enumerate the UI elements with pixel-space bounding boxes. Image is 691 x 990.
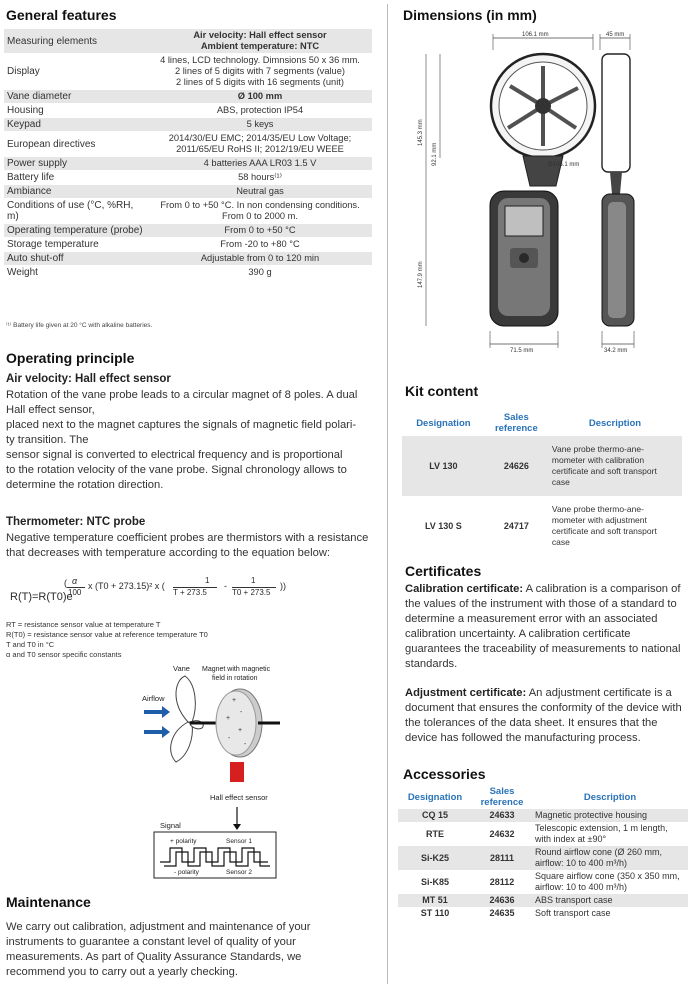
table-row [402,436,682,496]
kit-content-table [402,410,682,556]
table-row [4,238,372,252]
svg-text:+: + [238,727,243,734]
accessory-description: Telescopic extension, 1 m length, with index at ±90° [535,823,668,844]
accessory-description: Soft transport case [535,908,611,918]
dim-body-height: 147.9 mm [418,261,424,288]
accessory-reference: 24632 [489,828,515,839]
feature-value: Adjustable from 0 to 120 min [148,252,372,266]
table-row [4,29,372,54]
accessory-reference: 24635 [489,908,515,918]
accessory-designation: MT 51 [398,894,472,907]
kit-header-designation: Designation [416,417,471,429]
kit-designation: LV 130 [402,436,485,496]
feature-value: 5 keys [148,118,372,132]
equation-one-b: 1 [251,576,256,585]
table-row [4,104,372,118]
table-row [4,132,372,157]
accessory-description: Magnetic protective housing [532,809,688,822]
feature-key: Storage temperature [4,238,148,252]
kit-reference: 24626 [485,436,548,496]
feature-key: Auto shut-off [4,252,148,266]
dim-head-height: 145.3 mm [418,119,424,146]
accessory-description: ABS transport case [532,894,688,907]
accessories-table [398,785,688,920]
hall-sensor-block [230,762,244,782]
accessory-reference: 24633 [472,809,532,822]
accessory-description: Square airflow cone (350 x 350 mm, airflow: 10 to 400 m³/h) [535,871,680,892]
feature-value: Neutral gas [148,185,372,199]
table-row [4,171,372,185]
table-row [398,846,688,870]
table-row [4,224,372,238]
dimensions-drawing [398,26,688,356]
general-features-title: General features [6,7,117,23]
equation-end: )) [280,581,286,591]
calibration-label: Calibration certificate: [405,583,524,595]
maintenance-text: We carry out calibration, adjustment and maintenance of your instruments to guarantee a constant level of quality of your measurements. As part of Quality Assurance Standards, we recommend you to carry out a yearly checking. [6,921,311,978]
table-row [4,252,372,266]
dim-width-side: 45 mm [606,32,625,38]
feature-key: Keypad [4,118,148,132]
feature-key: Housing [4,104,148,118]
feature-value: Ø 100 mm [148,90,372,104]
feature-value: 58 hours⁽¹⁾ [148,171,372,185]
ntc-equation: R(T)=R(T0)e ( α 100 x (T0 + 273.15)² x ( 1 T + 273.5 - 1 T0 + 273.5 )) [10,576,286,603]
feature-key: Ambiance [4,185,148,199]
thermometer-text: Negative temperature coefficient probes are thermistors with a resistance that decreases with temperature according to the equation below: [6,532,369,559]
accessories-title: Accessories [403,766,486,782]
dim-body-width: 71.5 mm [510,348,534,354]
kit-header-description: Description [588,417,642,429]
table-row [4,266,372,280]
feature-key: Power supply [4,157,148,171]
airflow-label: Airflow [142,694,165,703]
feature-value: 4 lines, LCD technology. Dimnsions 50 x 36 mm. 2 lines of 5 digits with 7 segments (value) 2 lines of 5 digits with 16 segments (unit) [148,54,372,90]
battery-footnote: ⁽¹⁾ Battery life given at 20 °C with alkaline batteries. [6,322,153,329]
table-row [398,907,688,920]
dim-body-side-width: 34.2 mm [604,348,628,354]
kit-content-title: Kit content [405,383,479,399]
accessory-reference: 28112 [489,876,515,887]
accessory-designation: RTE [426,828,444,839]
feature-key: Weight [4,266,148,280]
accessory-designation: CQ 15 [398,809,472,822]
table-row [4,185,372,199]
feature-value: Air velocity: Hall effect sensor Ambient temperature: NTC [148,29,372,54]
table-row [398,894,688,907]
accessory-reference: 24636 [472,894,532,907]
dim-width-top: 106.1 mm [522,32,549,38]
feature-value: 4 batteries AAA LR03 1.5 V [148,157,372,171]
feature-value: From 0 to +50 °C [148,224,372,238]
vane-head-side [602,54,630,172]
feature-value: 390 g [148,266,372,280]
kit-description: Vane probe thermo-ane- mometer with calibration certificate and soft transport case [548,436,682,496]
feature-key: Display [4,54,148,90]
calibration-certificate-text: Calibration certificate: A calibration is a comparison of the values of the instrument with those of a standard to determine a measurement error with an associated calibration uncertainty. A calibration certificate guarantees the traceability of measurements to national standards. [405,583,681,670]
accessory-designation: ST 110 [420,908,450,918]
kit-header-reference: Sales reference [494,412,538,434]
equation-alpha: α [72,576,78,586]
svg-text:+: + [232,697,237,704]
equation-t1: T + 273.5 [173,588,207,597]
magnet-label: Magnet with magnetic field in rotation [202,666,271,682]
feature-value: 2014/30/EU EMC; 2014/35/EU Low Voltage; 2011/65/EU RoHS II; 2012/19/EU WEEE [148,132,372,157]
air-velocity-subtitle: Air velocity: Hall effect sensor [6,373,171,385]
equation-minus: - [224,581,227,591]
vane-label: Vane [173,664,190,673]
equation-100: 100 [68,588,82,597]
adjustment-certificate-text: Adjustment certificate: An adjustment certificate is a document that ensures the conformity of the device with the tolerances of the data sheet. It ensures that the device has followed the manufacturing process. [405,687,682,744]
feature-key: Measuring elements [4,29,148,54]
equation-mid: x (T0 + 273.15)² x ( [88,581,165,591]
kit-description: Vane probe thermo-ane- mometer with adjustment certificate and soft transport case [551,504,657,547]
svg-text:-: - [228,735,231,742]
kit-reference: 24717 [503,521,529,531]
table-row [398,870,688,894]
table-row [4,157,372,171]
accessory-designation: Si-K25 [398,846,472,870]
dimensions-title: Dimensions (in mm) [403,7,537,23]
table-row [4,54,372,90]
general-features-table [4,29,372,280]
table-row [398,809,688,822]
column-divider [387,4,388,984]
air-velocity-text: Rotation of the vane probe leads to a circular magnet of 8 poles. A dual Hall effect sensor, placed next to the magnet captures the signals of magnetic field polari- ty transition. The sensor signal is converted to electrical frequency and is proportional to the rotation velocity of the vane probe. Signal chronology allows to determine the rotation direction. [6,389,358,491]
feature-key: Battery life [4,171,148,185]
operating-principle-title: Operating principle [6,350,135,366]
feature-key: European directives [4,132,148,157]
hall-label: Hall effect sensor [210,793,268,802]
feature-key: Conditions of use (°C, %RH, m) [4,199,148,224]
vane-propeller [171,676,204,762]
table-row [402,496,682,556]
certificates-title: Certificates [405,563,482,579]
acc-header-designation: Designation [407,791,463,803]
acc-header-reference: Sales reference [480,786,524,808]
dim-diameter: Ø106.1 mm [548,162,580,168]
feature-value: From 0 to +50 °C. In non condensing conditions. From 0 to 2000 m. [148,199,372,224]
sensor2-label: Sensor 2 [226,869,253,876]
table-row [4,199,372,224]
sensor1-label: Sensor 1 [226,838,253,845]
thermometer-subtitle: Thermometer: NTC probe [6,516,146,528]
svg-text:-: - [244,741,247,748]
signal-label: Signal [160,821,181,830]
feature-key: Vane diameter [4,90,148,104]
pos-polarity-label: + polarity [170,838,197,845]
equation-one-a: 1 [205,576,210,585]
svg-text:+: + [226,715,231,722]
airflow-arrows [144,706,170,738]
acc-header-description: Description [583,791,637,803]
adjustment-label: Adjustment certificate: [405,687,527,699]
equation-notes: RT = resistance sensor value at temperature T R(T0) = resistance sensor value at reference temperature T0 T and T0 in °C α and T0 sensor specific constants [6,620,208,659]
feature-key: Operating temperature (probe) [4,224,148,238]
kit-designation: LV 130 S [424,521,462,531]
table-row [4,118,372,132]
accessory-description: Round airflow cone (Ø 260 mm, airflow: 10 to 400 m³/h) [532,846,688,870]
dim-vane-height: 92.1 mm [432,142,438,166]
table-row [4,90,372,104]
svg-text:-: - [240,709,243,716]
feature-value: ABS, protection IP54 [148,104,372,118]
hall-sensor-diagram [140,662,300,892]
maintenance-title: Maintenance [6,894,91,910]
table-row [398,822,688,846]
feature-value: From -20 to +80 °C [148,238,372,252]
equation-lhs: R(T)=R(T0)e [10,591,73,603]
accessory-reference: 28111 [472,846,532,870]
neg-polarity-label: - polarity [174,869,199,876]
accessory-designation: Si-K85 [420,876,449,887]
equation-t2: T0 + 273.5 [232,588,271,597]
